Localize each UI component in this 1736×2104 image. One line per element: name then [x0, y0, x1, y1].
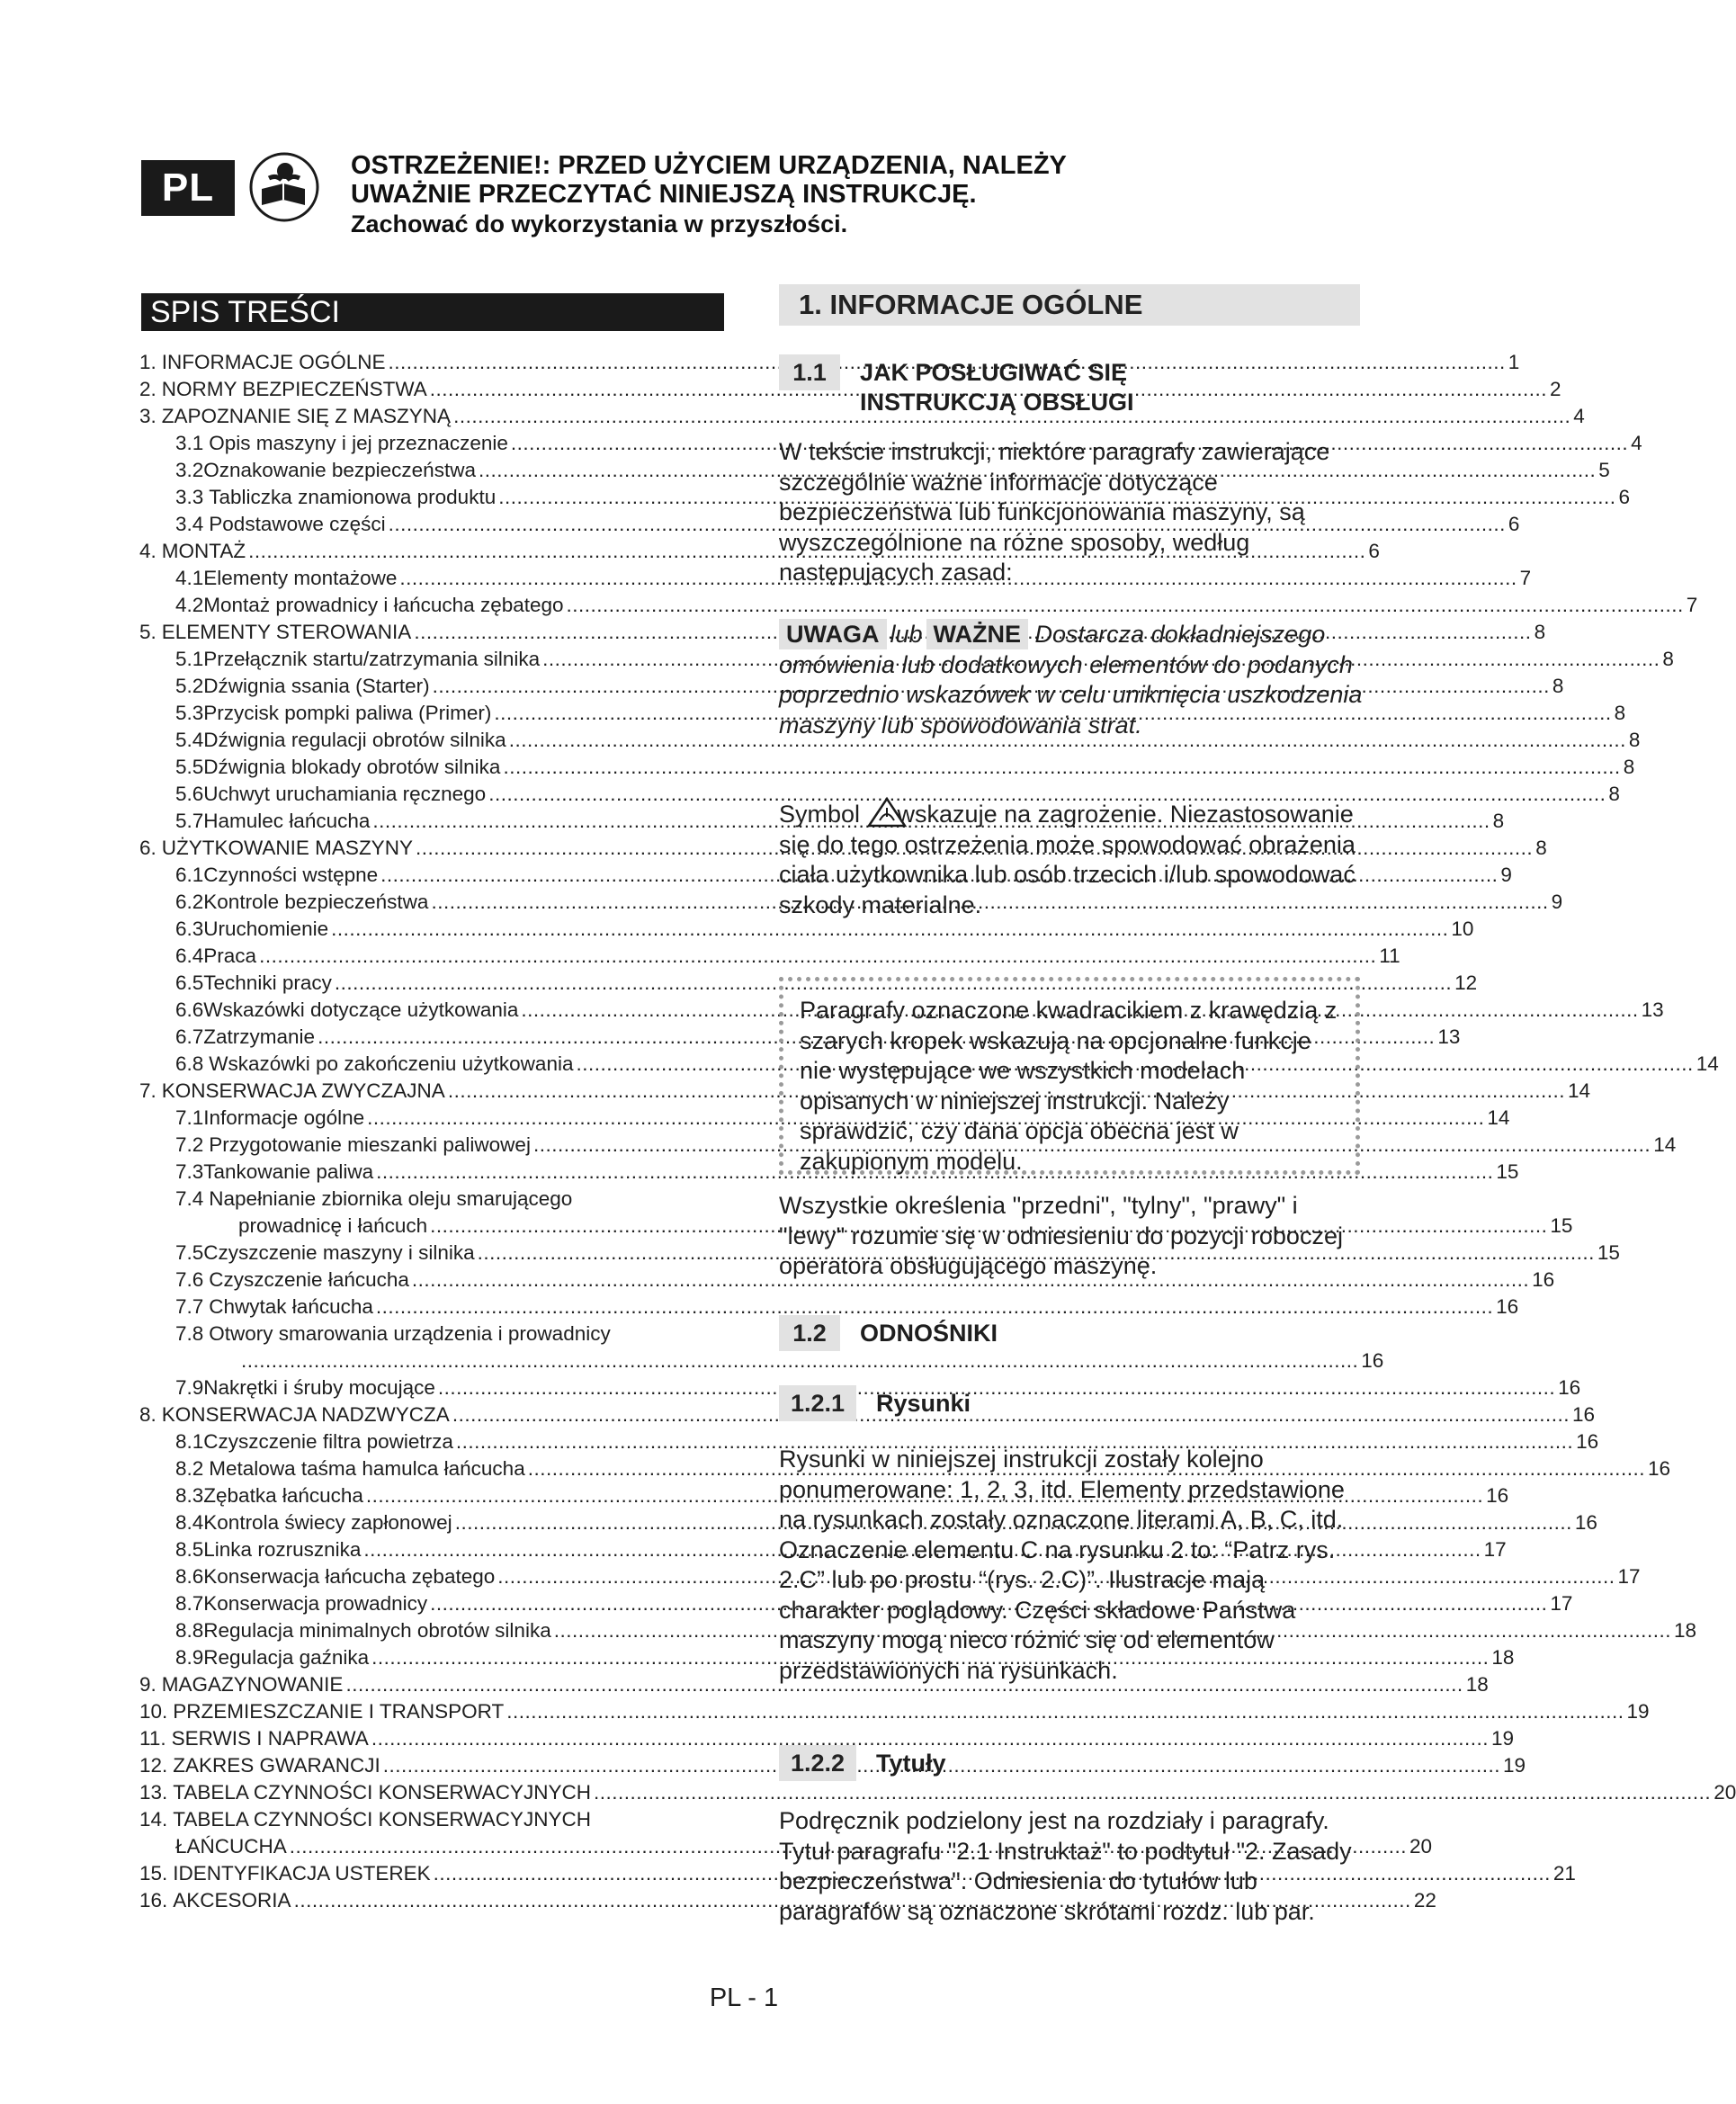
reader-icon	[249, 151, 319, 223]
toc-number: 3.2	[175, 459, 204, 481]
toc-number: 8.1	[175, 1430, 204, 1453]
toc-title: Czyszczenie łańcucha	[209, 1268, 409, 1291]
toc-title: ZAPOZNANIE SIĘ Z MASZYNĄ	[161, 405, 452, 427]
toc-number: 5.7	[175, 810, 204, 832]
toc-row	[139, 1536, 1507, 1563]
toc-page: 9	[1551, 891, 1563, 913]
toc-row	[139, 781, 1620, 808]
toc-title: Metalowa taśma hamulca łańcucha	[209, 1457, 525, 1480]
toc-page: 16	[1572, 1403, 1596, 1426]
toc-number: 7.4	[175, 1187, 204, 1210]
toc-page: 18	[1465, 1673, 1489, 1696]
toc-title: Wskazówki po zakończeniu użytkowania	[209, 1052, 574, 1075]
toc-title: Czynności wstępne	[203, 864, 379, 886]
toc-number: 7.7	[175, 1295, 204, 1318]
toc-page: 8	[1534, 621, 1546, 643]
lub-word: lub	[890, 621, 923, 648]
section-1-heading: 1. INFORMACJE OGÓLNE	[779, 284, 1360, 326]
warning-line-2: UWAŻNIE PRZECZYTAĆ NINIEJSZĄ INSTRUKCJĘ.	[351, 180, 977, 209]
paragraph-figures: Rysunki w niniejszej instrukcji zostały kolejno ponumerowane: 1, 2, 3, itd. Elementy przedstawione na rysunkach zostały oznaczone literami A, B, C, itd. Oznaczenie elementu C na rysunku 2 to: “Patrz rys. 2.C” lub po prostu “(rys. 2.C)”. Ilustracje mają charakter poglądowy. Części składowe Państwa maszyny mogą nieco różnić się od elementów przedstawionych na rysunkach.	[779, 1446, 1345, 1684]
toc-page: 8	[1535, 837, 1547, 859]
toc-page: 16	[1576, 1430, 1599, 1453]
toc-number: 5.5	[175, 756, 204, 778]
toc-page: 10	[1451, 918, 1474, 940]
toc-row	[139, 1563, 1641, 1590]
toc-page: 14	[1568, 1079, 1591, 1102]
toc-number: 9.	[139, 1673, 157, 1696]
toc-page: 19	[1491, 1727, 1515, 1750]
safety-warning	[351, 151, 1124, 239]
toc-row	[139, 1159, 1519, 1186]
toc-number: 5.1	[175, 648, 204, 670]
paragraph-directions: Wszystkie określenia "przedni", "tylny", "prawy" i "lewy" rozumie się w odniesieniu do pozycji roboczej operatora obsługującego maszynę.	[779, 1192, 1343, 1279]
toc-row	[139, 1833, 1433, 1860]
toc-number: 5.	[139, 621, 157, 643]
toc-row	[139, 484, 1630, 511]
toc-title: Wskazówki dotyczące użytkowania	[203, 998, 519, 1021]
toc-page: 8	[1492, 810, 1505, 832]
toc-leader-dots	[241, 1347, 1358, 1374]
toc-row	[139, 1887, 1436, 1914]
toc-row	[139, 1509, 1597, 1536]
toc-number: 6.4	[175, 945, 204, 967]
toc-title: Linka rozrusznika	[203, 1538, 362, 1561]
toc-page: 21	[1553, 1862, 1576, 1885]
warning-line-3: Zachować do wykorzystania w przyszłości.	[351, 210, 848, 237]
toc-title: Czyszczenie maszyny i silnika	[203, 1241, 475, 1264]
toc-row	[139, 1240, 1620, 1267]
toc-row	[139, 916, 1474, 943]
toc-page: 13	[1641, 998, 1664, 1021]
toc-row	[139, 1590, 1573, 1617]
toc-page: 6	[1368, 540, 1380, 562]
symbol-description: wskazuje na zagrożenie. Niezastosowanie się do tego ostrzeżenia może spowodować obrażenia ciała użytkownika lub osób trzecich i/lub spowodować szkody materialne.	[779, 801, 1356, 918]
optional-feature-text: Paragrafy oznaczone kwadracikiem z krawędzią z szarych kropek wskazują na opcjonalne funkcje nie występujące we wszystkich modelach opisanych w niniejszej instrukcji. Należy sprawdzić, czy dana opcja obecna jest w zakupionym modelu.	[800, 997, 1338, 1175]
subsection-1-2-number: 1.2	[779, 1315, 840, 1351]
toc-title: Tabliczka znamionowa produktu	[209, 486, 497, 508]
toc-title: Elementy montażowe	[203, 567, 398, 589]
toc-row	[139, 1051, 1719, 1078]
toc-row	[139, 1105, 1510, 1132]
toc-title: Oznakowanie bezpieczeństwa	[203, 459, 476, 481]
toc-title: AKCESORIA	[173, 1889, 291, 1912]
toc-title: Dźwignia blokady obrotów silnika	[203, 756, 501, 778]
language-badge: PL	[141, 160, 235, 216]
paragraph-intro: W tekście instrukcji, niektóre paragrafy zawierające szczególnie ważne informacje dotyczące bezpieczeństwa lub funkcjonowania maszyny, są wyszczególnione na różne sposoby, według następujących zasad:	[779, 438, 1330, 586]
toc-page: 16	[1496, 1295, 1519, 1318]
toc-title: TABELA CZYNNOŚCI KONSERWACYJNYCH	[173, 1781, 591, 1804]
toc-title: TABELA CZYNNOŚCI KONSERWACYJNYCH	[173, 1808, 591, 1831]
toc-leader-dots	[452, 1401, 1570, 1428]
subsection-1-2-2-number: 1.2.2	[779, 1745, 856, 1781]
toc-number: 8.5	[175, 1538, 204, 1561]
toc-page: 4	[1631, 432, 1642, 454]
toc-row	[139, 1186, 724, 1213]
toc-row	[139, 1779, 1736, 1806]
toc-page: 13	[1437, 1025, 1461, 1048]
toc-number: 8.2	[175, 1457, 204, 1480]
toc-page: 16	[1361, 1349, 1384, 1372]
toc-number: 5.6	[175, 783, 204, 805]
toc-row	[139, 1294, 1519, 1321]
toc-title: Otwory smarowania urządzenia i prowadnicy	[209, 1322, 611, 1345]
toc-number: 13.	[139, 1781, 168, 1804]
toc-number: 7.6	[175, 1268, 204, 1291]
toc-title: MAGAZYNOWANIE	[161, 1673, 344, 1696]
wazne-tag: WAŻNE	[926, 619, 1029, 649]
toc-title: Dźwignia regulacji obrotów silnika	[203, 729, 506, 751]
toc-title: Przygotowanie mieszanki paliwowej	[209, 1133, 531, 1156]
toc-page: 1	[1508, 351, 1520, 373]
toc-title: Kontrola świecy zapłonowej	[203, 1511, 452, 1534]
toc-title: MONTAŻ	[161, 540, 246, 562]
toc-row	[139, 1617, 1696, 1644]
toc-page: 11	[1379, 945, 1400, 967]
toc-title: Regulacja minimalnych obrotów silnika	[203, 1619, 551, 1642]
subsection-1-2-2-title: Tytuły	[876, 1750, 946, 1777]
toc-number: 4.	[139, 540, 157, 562]
toc-row	[139, 565, 1532, 592]
toc-row	[139, 1644, 1515, 1671]
toc-number: 6.	[139, 837, 157, 859]
optional-feature-box	[779, 977, 1360, 1175]
toc-page: 18	[1673, 1619, 1696, 1642]
toc-title: Kontrole bezpieczeństwa	[203, 891, 429, 913]
toc-page: 7	[1519, 567, 1532, 589]
toc-page: 6	[1508, 513, 1520, 535]
uwaga-description: Dostarcza dokładniejszego omówienia lub dodatkowych elementów do podanych poprzednio wskazówek w celu uniknięcia uszkodzenia maszyny lub spowodowania strat.	[779, 621, 1363, 739]
toc-number: 11.	[139, 1727, 166, 1750]
toc-page: 15	[1496, 1160, 1519, 1183]
subsection-1-2-1-number: 1.2.1	[779, 1385, 856, 1421]
toc-row	[139, 700, 1626, 727]
toc-number: 14.	[139, 1808, 168, 1831]
toc-number: 10.	[139, 1700, 168, 1723]
toc-row	[139, 1725, 1515, 1752]
toc-title: Zębatka łańcucha	[203, 1484, 363, 1507]
toc-number: 6.6	[175, 998, 204, 1021]
toc-row	[139, 1078, 1591, 1105]
toc-page: 14	[1487, 1106, 1510, 1129]
toc-number: 5.2	[175, 675, 204, 697]
toc-number: 3.	[139, 405, 157, 427]
toc-page: 14	[1696, 1052, 1719, 1075]
toc-number: 6.5	[175, 971, 204, 994]
toc-number: 6.8	[175, 1052, 204, 1075]
toc-number: 16.	[139, 1889, 168, 1912]
subsection-1-1-title	[860, 358, 1134, 417]
toc-row	[139, 997, 1664, 1024]
toc-number: 4.2	[175, 594, 204, 616]
warning-line-1: OSTRZEŻENIE!: PRZED UŻYCIEM URZĄDZENIA, NALEŻY	[351, 151, 1067, 180]
paragraph-uwaga	[779, 619, 1364, 740]
subsection-1-2-title: ODNOŚNIKI	[860, 1320, 998, 1347]
toc-leader-dots	[594, 1779, 1711, 1806]
subsection-1-1-number: 1.1	[779, 354, 840, 390]
toc-title: IDENTYFIKACJA USTEREK	[173, 1862, 431, 1885]
toc-row	[139, 1455, 1670, 1482]
subsection-1-1-title-line-1: JAK POSŁUGIWAĆ SIĘ	[860, 359, 1128, 386]
toc-row	[139, 457, 1610, 484]
paragraph-titles: Podręcznik podzielony jest na rozdziały i paragrafy. Tytuł paragrafu "2.1 Instruktaż" to podtytuł "2. Zasady bezpieczeństwa". Odniesienia do tytułów lub paragrafów są oznaczone skrótami rozdz. lub par.	[779, 1807, 1352, 1925]
toc-title: Chwytak łańcucha	[209, 1295, 373, 1318]
toc-page: 14	[1653, 1133, 1677, 1156]
toc-row	[139, 727, 1641, 754]
toc-title: Nakrętki i śruby mocujące	[203, 1376, 435, 1399]
toc-title: Konserwacja prowadnicy	[203, 1592, 428, 1615]
toc-number: 8.9	[175, 1646, 204, 1669]
toc-title: SERWIS I NAPRAWA	[171, 1727, 369, 1750]
toc-title: Praca	[203, 945, 257, 967]
toc-row	[139, 1698, 1650, 1725]
toc-number: 8.8	[175, 1619, 204, 1642]
toc-title: Montaż prowadnicy i łańcucha zębatego	[203, 594, 564, 616]
toc-page: 8	[1608, 783, 1620, 805]
toc-page: 8	[1552, 675, 1564, 697]
toc-row	[139, 1213, 1573, 1240]
toc-number: 7.1	[175, 1106, 204, 1129]
toc-page: 17	[1483, 1538, 1507, 1561]
toc-number: 7.2	[175, 1133, 204, 1156]
toc-row	[139, 1671, 1489, 1698]
toc-page: 9	[1500, 864, 1512, 886]
toc-title: Czyszczenie filtra powietrza	[203, 1430, 453, 1453]
toc-title: Tankowanie paliwa	[203, 1160, 374, 1183]
toc-title: Podstawowe części	[209, 513, 386, 535]
toc-page: 4	[1573, 405, 1585, 427]
toc-page: 19	[1502, 1754, 1526, 1777]
toc-title: Uchwyt uruchamiania ręcznego	[203, 783, 487, 805]
toc-leader-dots	[259, 943, 1376, 970]
toc-title: ELEMENTY STEROWANIA	[161, 621, 412, 643]
toc-number: 6.1	[175, 864, 204, 886]
toc-leader-dots	[376, 1294, 1493, 1321]
toc-title: Dźwignia ssania (Starter)	[203, 675, 430, 697]
toc-row	[139, 538, 1380, 565]
toc-page: 5	[1598, 459, 1610, 481]
toc-page: 20	[1409, 1835, 1433, 1858]
toc-row	[139, 943, 1400, 970]
toc-title: Zatrzymanie	[203, 1025, 316, 1048]
toc-page: 15	[1550, 1214, 1573, 1237]
toc-row	[139, 1374, 1581, 1401]
toc-row	[139, 1860, 1576, 1887]
toc-row	[139, 1024, 1461, 1051]
toc-row	[139, 970, 1478, 997]
toc-number: 12.	[139, 1754, 168, 1777]
toc-row	[139, 1321, 724, 1347]
toc-number: 4.1	[175, 567, 204, 589]
page-header	[141, 151, 1131, 250]
toc-title: Przełącznik startu/zatrzymania silnika	[203, 648, 541, 670]
toc-number: 3.3	[175, 486, 204, 508]
toc-title: INFORMACJE OGÓLNE	[161, 351, 386, 373]
toc-title: Hamulec łańcucha	[203, 810, 371, 832]
toc-page: 8	[1614, 702, 1626, 724]
toc-number: 8.7	[175, 1592, 204, 1615]
toc-title: Napełnianie zbiornika oleju smarującego	[209, 1187, 573, 1210]
toc-page: 16	[1558, 1376, 1581, 1399]
toc-title: Przycisk pompki paliwa (Primer)	[203, 702, 492, 724]
toc-row	[139, 835, 1547, 862]
subsection-1-1-title-line-2: INSTRUKCJĄ OBSŁUGI	[860, 389, 1134, 416]
toc-number: 7.5	[175, 1241, 204, 1264]
toc-row	[139, 889, 1563, 916]
toc-page: 8	[1623, 756, 1635, 778]
toc-title: KONSERWACJA NADZWYCZA	[161, 1403, 450, 1426]
toc-row	[139, 511, 1520, 538]
uwaga-tag: UWAGA	[779, 619, 887, 649]
toc-number: 3.1	[175, 432, 204, 454]
toc-page: 20	[1714, 1781, 1736, 1804]
toc-leader-dots	[503, 754, 1620, 781]
toc-page: 7	[1686, 594, 1698, 616]
toc-number: 6.3	[175, 918, 204, 940]
toc-title: Regulacja gaźnika	[203, 1646, 370, 1669]
toc-row	[139, 1132, 1677, 1159]
toc-page: 15	[1597, 1241, 1620, 1264]
toc-number: 8.6	[175, 1565, 204, 1588]
toc-title: ŁAŃCUCHA	[175, 1835, 287, 1858]
toc-row	[139, 673, 1564, 700]
toc-page: 16	[1486, 1484, 1509, 1507]
toc-row	[139, 1806, 724, 1833]
toc-number: 7.3	[175, 1160, 204, 1183]
toc-leader-dots	[506, 1698, 1624, 1725]
toc-number: 6.7	[175, 1025, 204, 1048]
toc-page: 8	[1662, 648, 1674, 670]
toc-title: KONSERWACJA ZWYCZAJNA	[161, 1079, 445, 1102]
toc-number: 6.2	[175, 891, 204, 913]
toc-page: 12	[1454, 971, 1478, 994]
toc-page: 16	[1532, 1268, 1555, 1291]
toc-heading: SPIS TREŚCI	[141, 293, 724, 331]
toc-title: Opis maszyny i jej przeznaczenie	[209, 432, 508, 454]
subsection-1-2-1-title: Rysunki	[876, 1390, 971, 1417]
toc-page: 16	[1647, 1457, 1670, 1480]
toc-row	[139, 1347, 1384, 1374]
toc-title: prowadnicę i łańcuch	[238, 1214, 428, 1237]
symbol-prefix: Symbol	[779, 801, 861, 828]
toc-number: 3.4	[175, 513, 204, 535]
toc-number: 1.	[139, 351, 157, 373]
paragraph-symbol	[779, 797, 1364, 920]
toc-page: 22	[1413, 1889, 1436, 1912]
toc-title: NORMY BEZPIECZEŃSTWA	[161, 378, 427, 400]
toc-number: 5.4	[175, 729, 204, 751]
toc-number: 8.	[139, 1403, 157, 1426]
toc-page: 8	[1628, 729, 1641, 751]
toc-page: 17	[1550, 1592, 1573, 1615]
toc-title: PRZEMIESZCZANIE I TRANSPORT	[173, 1700, 505, 1723]
toc-row	[139, 1482, 1509, 1509]
page-number: PL - 1	[709, 1983, 779, 2012]
toc-page: 17	[1617, 1565, 1641, 1588]
toc-page: 19	[1626, 1700, 1650, 1723]
toc-page: 16	[1574, 1511, 1597, 1534]
toc-row	[139, 754, 1635, 781]
toc-number: 8.4	[175, 1511, 204, 1534]
toc-number: 8.3	[175, 1484, 204, 1507]
toc-number: 7.8	[175, 1322, 204, 1345]
toc-page: 18	[1491, 1646, 1515, 1669]
toc-row	[139, 646, 1674, 673]
toc-leader-dots	[567, 592, 1684, 619]
toc-leader-dots	[438, 1374, 1555, 1401]
toc-page: 2	[1550, 378, 1562, 400]
toc-row	[139, 1428, 1599, 1455]
toc-title: Techniki pracy	[203, 971, 332, 994]
toc-number: 15.	[139, 1862, 168, 1885]
toc-number: 5.3	[175, 702, 204, 724]
toc-title: Konserwacja łańcucha zębatego	[203, 1565, 496, 1588]
toc-row	[139, 1267, 1555, 1294]
toc-title: ZAKRES GWARANCJI	[173, 1754, 380, 1777]
toc-title: Informacje ogólne	[203, 1106, 365, 1129]
toc-page: 6	[1618, 486, 1630, 508]
toc-number: 7.9	[175, 1376, 204, 1399]
toc-title: UŻYTKOWANIE MASZYNY	[161, 837, 413, 859]
toc-row	[139, 862, 1512, 889]
toc-row	[139, 430, 1642, 457]
toc-title: Uruchomienie	[203, 918, 329, 940]
toc-row	[139, 403, 1585, 430]
toc-number: 2.	[139, 378, 157, 400]
toc-number: 7.	[139, 1079, 157, 1102]
toc-row	[139, 592, 1698, 619]
